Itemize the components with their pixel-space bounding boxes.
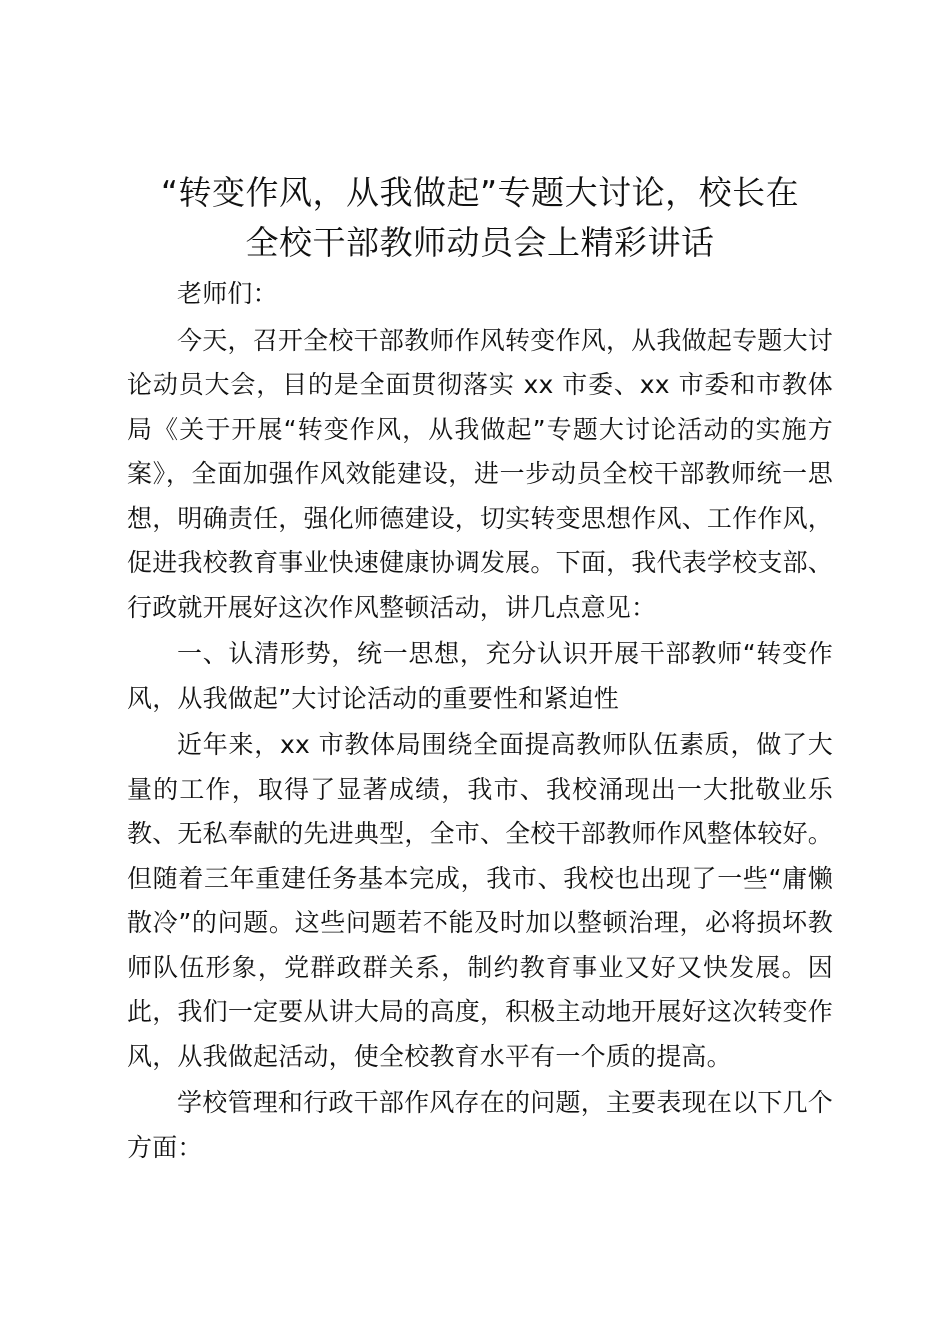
salutation: 老师们：: [177, 279, 278, 308]
document-title: [127, 168, 833, 268]
paragraph-problems: 学校管理和行政干部作风存在的问题，主要表现在以下几个方面：: [127, 1088, 833, 1162]
document-body: [127, 168, 833, 1170]
paragraph-background: 近年来，xx 市教体局围绕全面提高教师队伍素质，做了大量的工作，取得了显著成绩，我市、我校涌现出一大批敬业乐教、无私奉献的先进典型，全市、全校干部教师作风整体较好。但随着三年重建任务基本完成，我市、我校也出现了一些“庸懒散冷”的问题。这些问题若不能及时加以整顿治理，必将损坏教师队伍形象，党群政群关系，制约教育事业又好又快发展。因此，我们一定要从讲大局的高度，积极主动地开展好这次转变作风，从我做起活动，使全校教育水平有一个质的提高。: [127, 730, 833, 1071]
section-heading-1: 一、认清形势，统一思想，充分认识开展干部教师“转变作风，从我做起”大讨论活动的重要性和紧迫性: [127, 639, 833, 713]
title-line-2: 全校干部教师动员会上精彩讲话: [245, 223, 715, 262]
title-line-1: “转变作风，从我做起”专题大讨论，校长在: [160, 173, 800, 212]
paragraph-intro: 今天，召开全校干部教师作风转变作风，从我做起专题大讨论动员大会，目的是全面贯彻落实 xx 市委、xx 市委和市教体局《关于开展“转变作风，从我做起”专题大讨论活动的实施方案》，全面加强作风效能建设，进一步动员全校干部教师统一思想，明确责任，强化师德建设，切实转变思想作风、工作作风，促进我校教育事业快速健康协调发展。下面，我代表学校支部、行政就开展好这次作风整顿活动，讲几点意见：: [127, 325, 833, 622]
